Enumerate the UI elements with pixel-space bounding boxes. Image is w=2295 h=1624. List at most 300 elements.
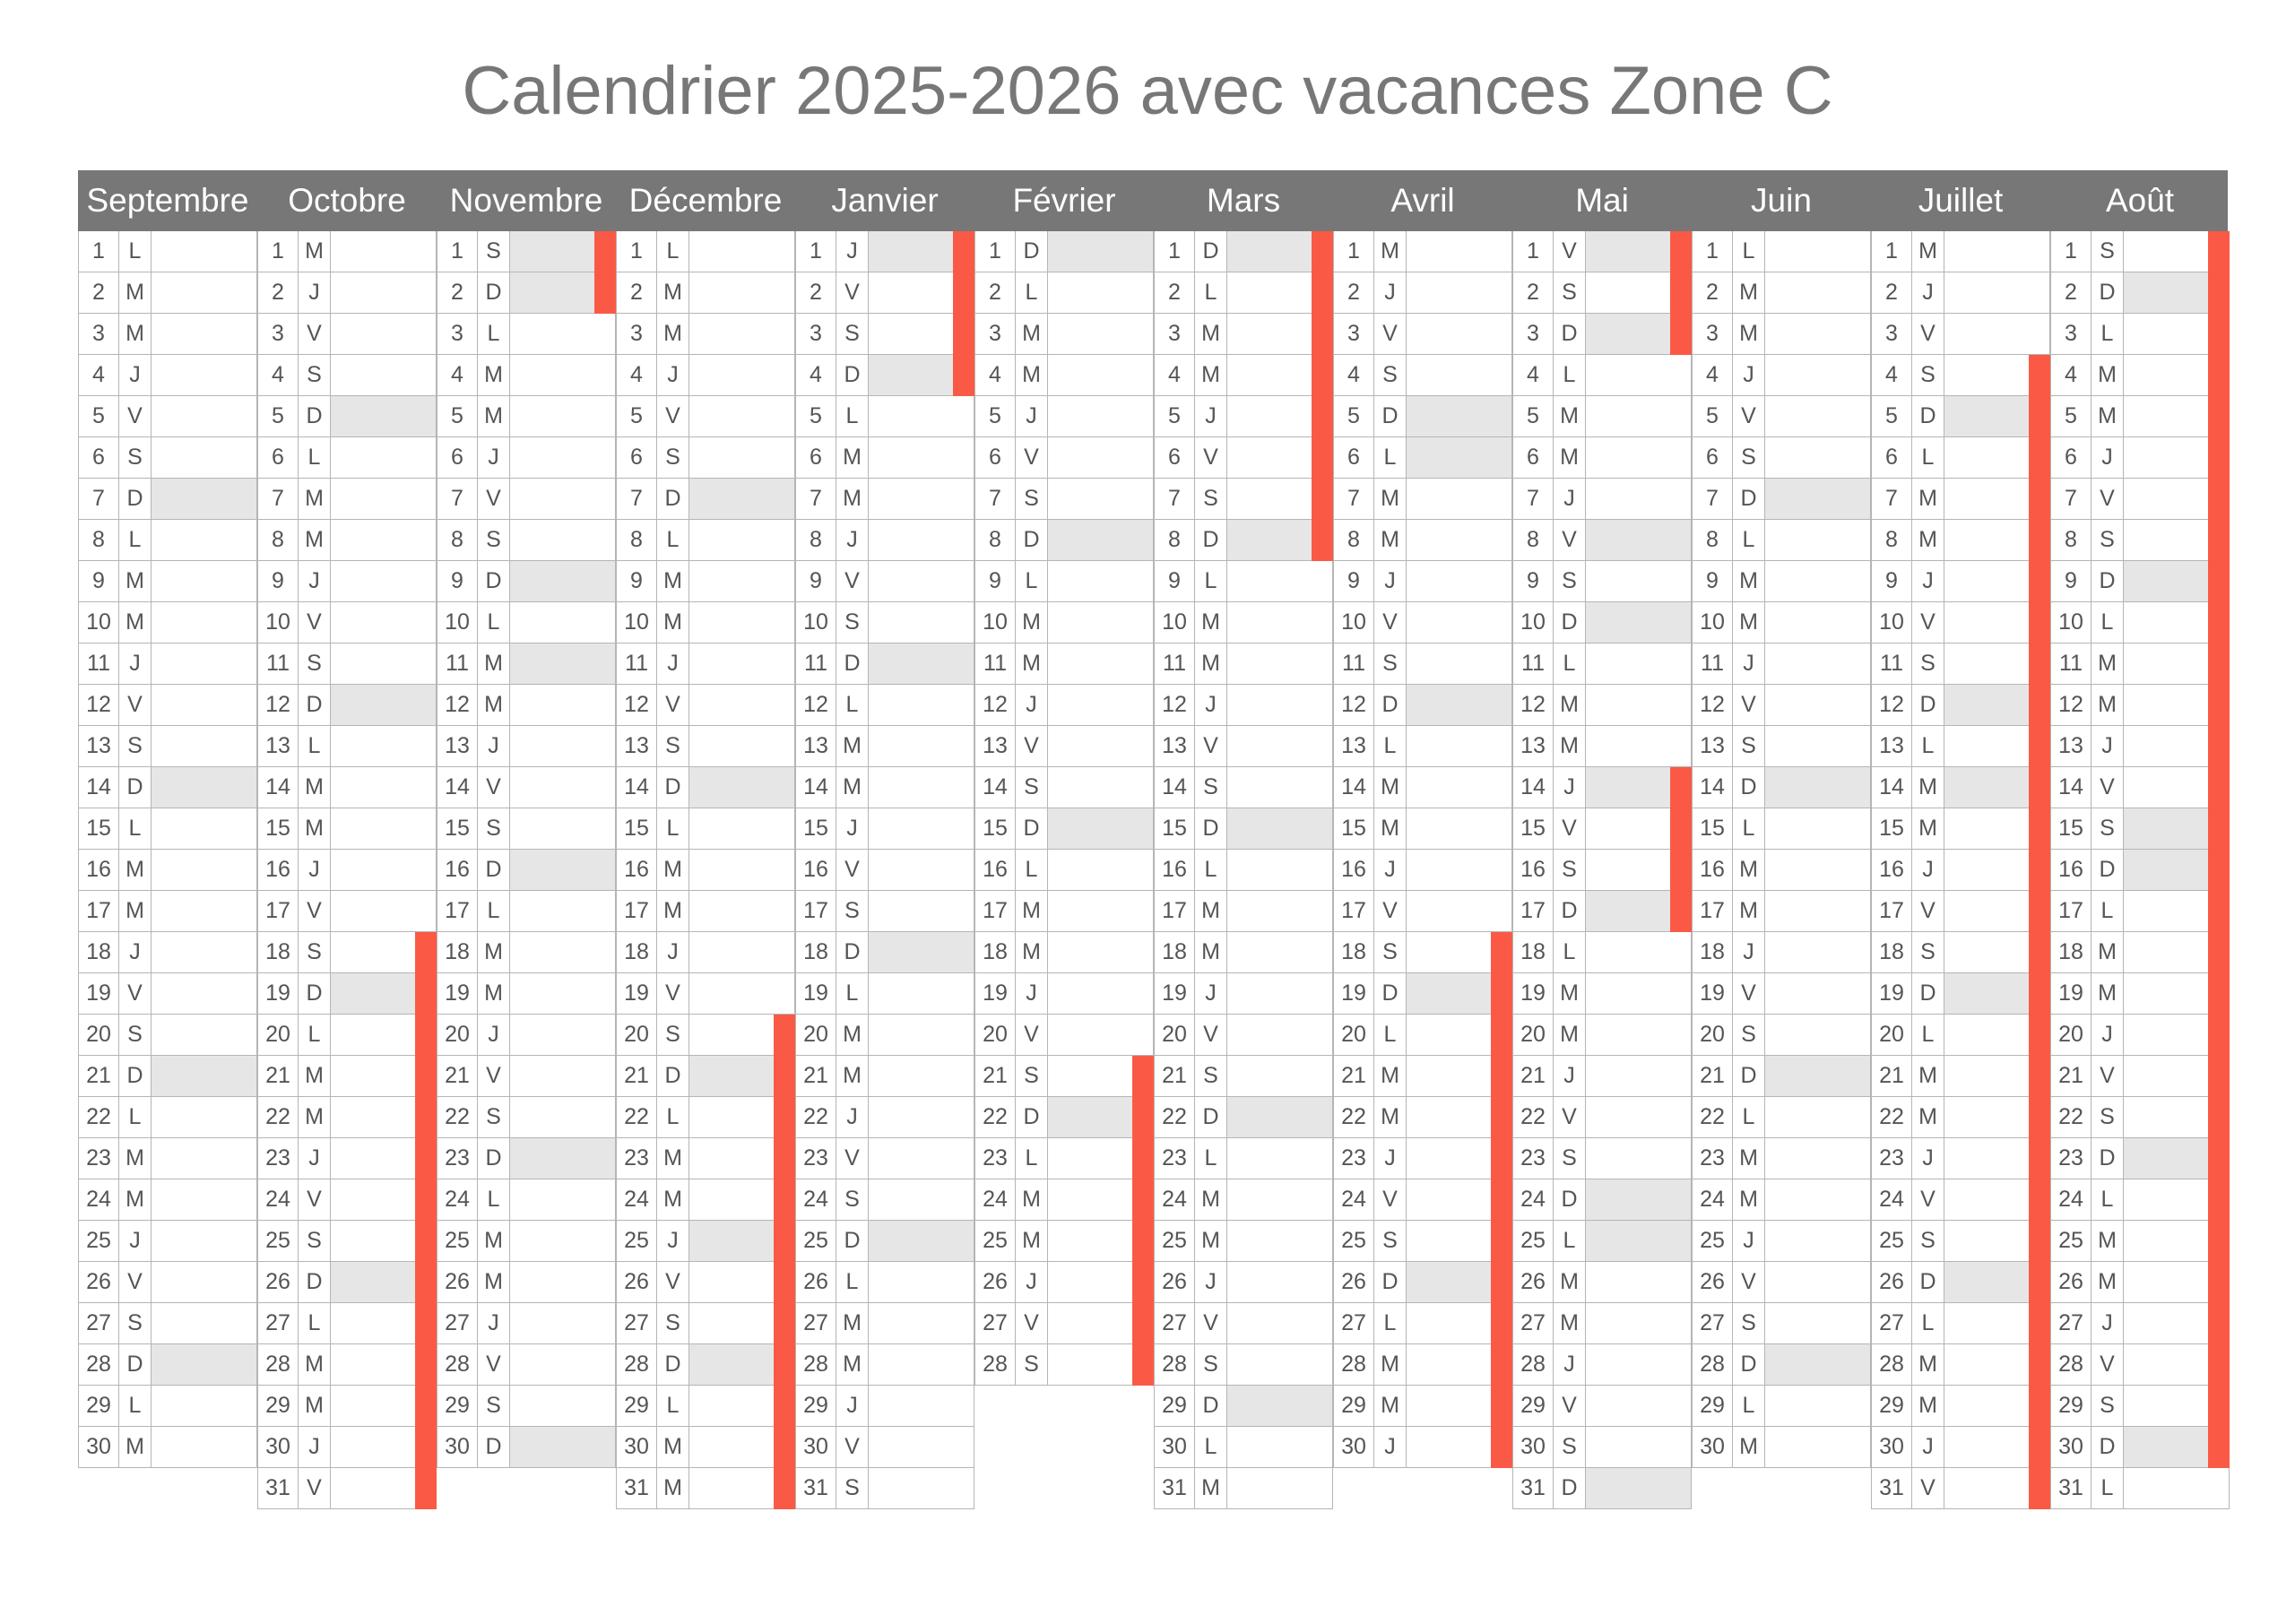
day-number: 15 (1512, 808, 1554, 849)
day-letter: D (1733, 767, 1765, 808)
day-row (1871, 1179, 2050, 1221)
day-row (257, 1344, 437, 1386)
day-row (974, 808, 1154, 850)
day-letter: S (2091, 1386, 2124, 1426)
day-row (974, 1056, 1154, 1097)
day-row (2050, 1262, 2230, 1303)
day-letter: V (119, 1262, 152, 1302)
day-row (1871, 1138, 2050, 1179)
day-number: 16 (974, 850, 1016, 890)
day-letter: L (119, 520, 152, 560)
day-row (1512, 1015, 1692, 1056)
day-note-cell (869, 1179, 974, 1220)
day-number: 18 (616, 932, 657, 972)
day-note-cell (869, 932, 974, 972)
day-row (257, 1015, 437, 1056)
day-note-cell (869, 891, 974, 931)
day-row (616, 1097, 795, 1138)
day-letter: L (2091, 602, 2124, 643)
day-row (974, 644, 1154, 685)
day-letter: M (1912, 1386, 1944, 1426)
day-note-cell (1586, 520, 1692, 560)
day-number: 19 (1333, 973, 1374, 1014)
day-row (974, 850, 1154, 891)
day-letter: J (478, 437, 510, 478)
day-number: 7 (974, 479, 1016, 519)
day-number: 27 (437, 1303, 478, 1343)
vacation-bar (1312, 231, 1333, 561)
day-note-cell (331, 808, 437, 849)
day-row (1512, 767, 1692, 808)
day-row (2050, 561, 2230, 602)
day-note-cell (510, 1179, 616, 1220)
day-letter: D (1733, 1056, 1765, 1096)
day-letter: L (1912, 726, 1944, 766)
day-note-cell (331, 520, 437, 560)
vacation-bar (953, 231, 974, 396)
day-number: 3 (974, 314, 1016, 354)
day-row (795, 1386, 974, 1427)
day-note-cell (1765, 1221, 1871, 1261)
day-number: 24 (1154, 1179, 1195, 1220)
day-note-cell (510, 891, 616, 931)
day-letter: D (1195, 1097, 1227, 1137)
day-row (1871, 355, 2050, 396)
day-number: 22 (1512, 1097, 1554, 1137)
day-letter: M (119, 1179, 152, 1220)
day-row (1512, 1097, 1692, 1138)
day-number: 28 (1512, 1344, 1554, 1385)
day-note-cell (152, 644, 257, 684)
day-row (1692, 314, 1871, 355)
day-letter: S (299, 355, 331, 395)
day-number: 9 (795, 561, 836, 601)
day-letter: D (657, 479, 689, 519)
day-note-cell (1586, 355, 1692, 395)
day-number: 1 (1512, 231, 1554, 272)
day-row (616, 932, 795, 973)
day-note-cell (689, 850, 795, 890)
day-letter: J (836, 1097, 869, 1137)
day-letter: L (1733, 1097, 1765, 1137)
day-letter: J (299, 1427, 331, 1467)
day-letter: D (119, 767, 152, 808)
day-letter: L (657, 808, 689, 849)
day-note-cell (510, 644, 616, 684)
day-note-cell (1048, 314, 1154, 354)
day-letter: D (1733, 1344, 1765, 1385)
day-number: 5 (437, 396, 478, 436)
day-row (2050, 891, 2230, 932)
day-number: 7 (1512, 479, 1554, 519)
day-number: 17 (1692, 891, 1733, 931)
day-note-cell (331, 685, 437, 725)
day-note-cell (1765, 850, 1871, 890)
day-row (1871, 932, 2050, 973)
day-number: 11 (257, 644, 299, 684)
day-number: 9 (78, 561, 119, 601)
day-note-cell (1227, 685, 1333, 725)
day-note-cell (510, 1097, 616, 1137)
day-note-cell (152, 1138, 257, 1179)
day-note-cell (1765, 314, 1871, 354)
day-row (437, 1386, 616, 1427)
day-letter: V (1195, 726, 1227, 766)
day-letter: V (299, 891, 331, 931)
day-row (616, 1179, 795, 1221)
day-note-cell (1765, 767, 1871, 808)
day-note-cell (1227, 973, 1333, 1014)
day-letter: J (119, 355, 152, 395)
day-row (2050, 272, 2230, 314)
day-letter: M (1733, 850, 1765, 890)
day-number: 13 (1692, 726, 1733, 766)
day-note-cell (869, 767, 974, 808)
day-letter: D (1195, 231, 1227, 272)
day-note-cell (869, 644, 974, 684)
day-note-cell (1227, 644, 1333, 684)
day-letter: S (1195, 1056, 1227, 1096)
day-letter: V (1733, 973, 1765, 1014)
day-row (1333, 1303, 1512, 1344)
day-number: 28 (437, 1344, 478, 1385)
day-row (78, 1221, 257, 1262)
day-number: 26 (1692, 1262, 1733, 1302)
month-name: Août (2105, 182, 2175, 219)
day-note-cell (689, 314, 795, 354)
day-note-cell (1227, 1344, 1333, 1385)
day-letter: S (2091, 1097, 2124, 1137)
day-note-cell (1407, 726, 1512, 766)
day-number: 7 (1871, 479, 1912, 519)
day-letter: M (2091, 396, 2124, 436)
day-row (1333, 1097, 1512, 1138)
day-number: 13 (1333, 726, 1374, 766)
day-note-cell (689, 808, 795, 849)
day-number: 31 (2050, 1468, 2091, 1508)
day-note-cell (1586, 932, 1692, 972)
day-number: 5 (78, 396, 119, 436)
day-row (437, 1179, 616, 1221)
day-number: 30 (795, 1427, 836, 1467)
vacation-bar (1670, 767, 1692, 932)
day-number: 9 (1692, 561, 1733, 601)
day-number: 13 (795, 726, 836, 766)
day-letter: J (657, 932, 689, 972)
day-row (974, 602, 1154, 644)
day-note-cell (689, 355, 795, 395)
day-letter: V (836, 561, 869, 601)
day-note-cell (689, 561, 795, 601)
day-number: 28 (1154, 1344, 1195, 1385)
day-letter: S (1016, 1056, 1048, 1096)
day-row (616, 272, 795, 314)
day-number: 20 (1512, 1015, 1554, 1055)
day-number: 10 (1692, 602, 1733, 643)
day-number: 18 (974, 932, 1016, 972)
day-row (974, 1344, 1154, 1386)
day-number: 17 (616, 891, 657, 931)
day-letter: D (1374, 1262, 1407, 1302)
day-number: 23 (1333, 1138, 1374, 1179)
day-letter: S (1016, 479, 1048, 519)
day-letter: J (2091, 437, 2124, 478)
day-note-cell (1227, 1221, 1333, 1261)
day-number: 7 (257, 479, 299, 519)
day-number: 14 (974, 767, 1016, 808)
day-letter: M (478, 932, 510, 972)
day-letter: M (1016, 602, 1048, 643)
day-letter: M (657, 1427, 689, 1467)
day-note-cell (331, 355, 437, 395)
day-letter: M (1374, 231, 1407, 272)
day-letter: M (1554, 1303, 1586, 1343)
day-row (2050, 685, 2230, 726)
day-number: 14 (1871, 767, 1912, 808)
day-number: 8 (974, 520, 1016, 560)
day-number: 1 (257, 231, 299, 272)
day-note-cell (1048, 932, 1154, 972)
day-note-cell (1227, 891, 1333, 931)
day-letter: J (1374, 850, 1407, 890)
day-letter: V (1195, 1015, 1227, 1055)
day-letter: S (657, 726, 689, 766)
day-number: 14 (616, 767, 657, 808)
day-note-cell (869, 1221, 974, 1261)
day-number: 30 (1333, 1427, 1374, 1467)
day-letter: L (657, 520, 689, 560)
day-note-cell (689, 231, 795, 272)
day-letter: M (299, 479, 331, 519)
day-number: 19 (1871, 973, 1912, 1014)
day-row (2050, 1344, 2230, 1386)
day-row (1512, 1427, 1692, 1468)
day-note-cell (510, 808, 616, 849)
day-letter: M (657, 891, 689, 931)
day-letter: V (1195, 437, 1227, 478)
day-note-cell (152, 1303, 257, 1343)
day-letter: D (2091, 1138, 2124, 1179)
day-letter: M (1374, 520, 1407, 560)
month-column (437, 170, 616, 1468)
day-row (2050, 1015, 2230, 1056)
day-number: 2 (2050, 272, 2091, 313)
day-row (1871, 520, 2050, 561)
day-row (1692, 1386, 1871, 1427)
day-number: 26 (795, 1262, 836, 1302)
day-row (1512, 314, 1692, 355)
day-note-cell (1227, 1097, 1333, 1137)
day-letter: M (2091, 1262, 2124, 1302)
day-number: 17 (257, 891, 299, 931)
day-letter: M (299, 1386, 331, 1426)
day-number: 5 (1512, 396, 1554, 436)
day-number: 1 (974, 231, 1016, 272)
day-row (78, 1303, 257, 1344)
day-number: 29 (2050, 1386, 2091, 1426)
day-note-cell (152, 355, 257, 395)
day-row (616, 1303, 795, 1344)
day-letter: D (1912, 1262, 1944, 1302)
day-letter: L (1733, 808, 1765, 849)
day-row (1154, 891, 1333, 932)
day-note-cell (331, 231, 437, 272)
day-row (1692, 1262, 1871, 1303)
day-number: 29 (78, 1386, 119, 1426)
day-number: 16 (2050, 850, 2091, 890)
day-row (437, 272, 616, 314)
day-number: 20 (1871, 1015, 1912, 1055)
day-note-cell (1048, 355, 1154, 395)
day-note-cell (1048, 479, 1154, 519)
day-letter: L (119, 1386, 152, 1426)
day-number: 6 (78, 437, 119, 478)
day-row (1512, 520, 1692, 561)
day-note-cell (1048, 1015, 1154, 1055)
day-letter: D (478, 1427, 510, 1467)
day-number: 14 (1154, 767, 1195, 808)
day-row (78, 1427, 257, 1468)
day-row (257, 1056, 437, 1097)
day-row (974, 1138, 1154, 1179)
day-number: 5 (1692, 396, 1733, 436)
day-number: 16 (257, 850, 299, 890)
day-row (1692, 891, 1871, 932)
day-row (78, 272, 257, 314)
day-letter: L (1195, 1427, 1227, 1467)
day-number: 13 (616, 726, 657, 766)
day-row (1154, 767, 1333, 808)
day-letter: V (1016, 437, 1048, 478)
day-number: 2 (78, 272, 119, 313)
day-row (257, 685, 437, 726)
day-row (795, 1097, 974, 1138)
day-letter: M (1016, 644, 1048, 684)
day-number: 30 (616, 1427, 657, 1467)
day-number: 9 (257, 561, 299, 601)
day-row (974, 767, 1154, 808)
day-note-cell (1227, 602, 1333, 643)
day-number: 22 (616, 1097, 657, 1137)
day-row (1512, 1344, 1692, 1386)
day-number: 23 (1512, 1138, 1554, 1179)
day-letter: M (1195, 932, 1227, 972)
day-number: 18 (1692, 932, 1733, 972)
day-letter: M (836, 437, 869, 478)
day-number: 4 (974, 355, 1016, 395)
day-note-cell (1765, 396, 1871, 436)
day-number: 5 (257, 396, 299, 436)
day-letter: M (478, 1262, 510, 1302)
day-letter: J (1554, 1056, 1586, 1096)
day-note-cell (1407, 314, 1512, 354)
day-row (1154, 437, 1333, 479)
day-row (616, 767, 795, 808)
day-row (78, 231, 257, 272)
day-letter: J (1016, 973, 1048, 1014)
vacation-bar (1670, 231, 1692, 355)
day-number: 7 (437, 479, 478, 519)
day-number: 2 (1871, 272, 1912, 313)
day-number: 17 (78, 891, 119, 931)
day-letter: J (299, 1138, 331, 1179)
day-row (78, 1344, 257, 1386)
day-number: 29 (437, 1386, 478, 1426)
day-number: 2 (1512, 272, 1554, 313)
day-note-cell (1765, 1097, 1871, 1137)
day-row (1154, 1303, 1333, 1344)
day-letter: L (1195, 850, 1227, 890)
day-letter: M (2091, 973, 2124, 1014)
day-number: 18 (1512, 932, 1554, 972)
day-number: 19 (1154, 973, 1195, 1014)
day-row (795, 808, 974, 850)
day-row (616, 520, 795, 561)
day-number: 1 (78, 231, 119, 272)
day-row (437, 355, 616, 396)
day-letter: J (1195, 1262, 1227, 1302)
day-row (1512, 1138, 1692, 1179)
day-row (1692, 479, 1871, 520)
day-row (974, 561, 1154, 602)
day-letter: J (299, 272, 331, 313)
day-row (1692, 602, 1871, 644)
day-number: 21 (1333, 1056, 1374, 1096)
day-number: 11 (1333, 644, 1374, 684)
day-number: 12 (616, 685, 657, 725)
day-number: 2 (616, 272, 657, 313)
day-row (795, 1221, 974, 1262)
day-row (1692, 1056, 1871, 1097)
day-letter: L (478, 314, 510, 354)
day-row (1871, 1468, 2050, 1509)
day-row (78, 1015, 257, 1056)
day-number: 16 (437, 850, 478, 890)
day-number: 28 (1333, 1344, 1374, 1385)
day-note-cell (152, 850, 257, 890)
day-number: 24 (1333, 1179, 1374, 1220)
day-letter: J (836, 520, 869, 560)
day-letter: S (1374, 644, 1407, 684)
day-row (795, 1179, 974, 1221)
day-note-cell (1586, 602, 1692, 643)
day-row (795, 1056, 974, 1097)
day-row (257, 1303, 437, 1344)
day-row (616, 808, 795, 850)
day-number: 10 (616, 602, 657, 643)
day-letter: M (1733, 1138, 1765, 1179)
day-row (974, 685, 1154, 726)
day-number: 9 (1154, 561, 1195, 601)
day-row (795, 1138, 974, 1179)
day-note-cell (1765, 1138, 1871, 1179)
day-row (1512, 1056, 1692, 1097)
day-letter: L (1733, 520, 1765, 560)
day-note-cell (1048, 437, 1154, 478)
day-number: 4 (78, 355, 119, 395)
day-note-cell (152, 1015, 257, 1055)
day-note-cell (869, 1427, 974, 1467)
day-letter: L (1374, 726, 1407, 766)
day-letter: J (1016, 685, 1048, 725)
day-row (2050, 396, 2230, 437)
day-letter: D (1554, 602, 1586, 643)
day-letter: S (1554, 1138, 1586, 1179)
day-note-cell (1227, 1179, 1333, 1220)
day-number: 11 (1154, 644, 1195, 684)
day-letter: S (478, 1097, 510, 1137)
day-number: 12 (257, 685, 299, 725)
